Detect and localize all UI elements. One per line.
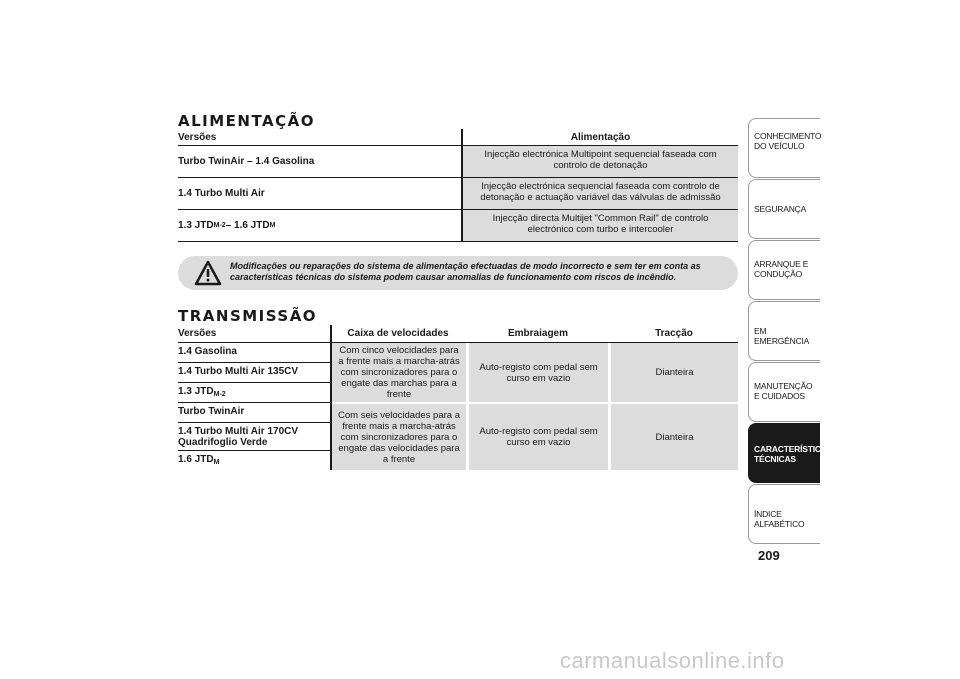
version-cell: 1.4 Gasolina (178, 343, 330, 363)
tab-conhecimento-do-veiculo[interactable]: CONHECIMENTO DO VEÍCULO (748, 118, 820, 178)
alimentacao-cell: Injecção electrónica sequencial faseada com controlo de detonação e actuação variável das válvulas de admissão (463, 178, 738, 209)
version-cell: 1.4 Turbo Multi Air 135CV (178, 363, 330, 383)
alimentacao-cell: Injecção electrónica Multipoint sequencial faseada com controlo de detonação (463, 146, 738, 177)
header-versoes: Versões (178, 129, 463, 145)
tab-em-emergencia[interactable]: EM EMERGÊNCIA (748, 301, 820, 361)
versao-subscript: M (269, 222, 276, 229)
header-versoes: Versões (178, 328, 217, 339)
section-title-alimentacao: ALIMENTAÇÃO (178, 112, 316, 130)
versao-subscript: M-2 (213, 222, 226, 229)
version-text: 1.6 JTD (178, 454, 214, 465)
version-subscript: M (213, 459, 220, 466)
version-text: 1.3 JTD (178, 386, 214, 397)
tab-indice-alfabetico[interactable]: ÍNDICE ALFABÉTICO (748, 484, 820, 544)
header-embraiagem: Embraiagem (507, 328, 569, 339)
section-title-transmissao: TRANSMISSÃO (178, 307, 318, 325)
table-row (178, 210, 738, 242)
version-subscript: M-2 (213, 391, 226, 398)
header-caixa: Caixa de velocidades (347, 328, 449, 339)
alimentacao-cell: Injecção directa Multijet "Common Rail" de controlo electrónico com turbo e intercooler (463, 210, 738, 241)
versao-cell: Turbo TwinAir – 1.4 Gasolina (178, 146, 463, 177)
tab-caracteristicas-tecnicas[interactable]: CARACTERÍSTICAS TÉCNICAS (748, 423, 820, 483)
caixa-cell: Com cinco velocidades para a frente mais a marcha-atrás com sincronizadores para o engate das marchas para a frente (332, 343, 466, 402)
tab-seguranca[interactable]: SEGURANÇA (748, 179, 820, 239)
versao-text: – 1.6 JTD (225, 220, 270, 231)
table-row (178, 146, 738, 178)
tab-arranque-e-conducao[interactable]: ARRANQUE E CONDUÇÃO (748, 240, 820, 300)
versao-cell: 1.4 Turbo Multi Air (178, 178, 463, 209)
table-header (178, 129, 738, 146)
header-alimentacao: Alimentação (570, 132, 631, 143)
embraiagem-cell: Auto-registo com pedal sem curso em vazio (469, 343, 608, 402)
warning-triangle-icon (194, 260, 222, 286)
version-cell: 1.4 Turbo Multi Air 170CV Quadrifoglio Verde (178, 423, 330, 451)
traccao-cell: Dianteira (611, 343, 738, 402)
caixa-cell: Com seis velocidades para a frente mais a marcha-atrás com sincronizadores para o engate das velocidades para a frente (332, 404, 466, 470)
version-cell (178, 451, 330, 470)
traccao-cell: Dianteira (611, 404, 738, 470)
warning-text: Modificações ou reparações do sistema de alimentação efectuadas de modo incorrecto e sem ter em conta as características técnicas do sistema podem causar anomalias de funcionamento com riscos de incêndio. (230, 261, 701, 282)
alimentacao-table (178, 129, 738, 242)
embraiagem-cell: Auto-registo com pedal sem curso em vazio (469, 404, 608, 470)
versao-text: 1.3 JTD (178, 220, 214, 231)
version-cell (178, 383, 330, 403)
versao-cell (178, 210, 463, 241)
transmissao-table (178, 325, 738, 470)
tab-manutencao-e-cuidados[interactable]: MANUTENÇÃO E CUIDADOS (748, 362, 820, 422)
watermark: carmanualsonline.info (560, 648, 785, 673)
page-number: 209 (758, 548, 780, 563)
version-cell: Turbo TwinAir (178, 403, 330, 423)
table-row (178, 178, 738, 210)
warning-box (178, 256, 738, 290)
header-traccao: Tracção (655, 328, 693, 339)
